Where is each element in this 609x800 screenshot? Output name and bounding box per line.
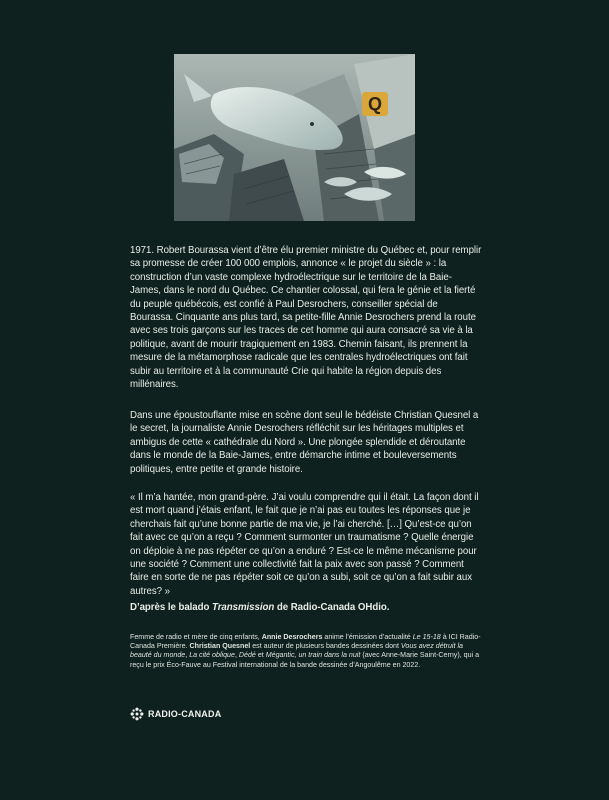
book-title: Mégantic, un train dans la nuit <box>265 651 361 660</box>
blurb-quote: « Il m’a hantée, mon grand-père. J’ai voulu comprendre qui il était. La façon dont il est mort quand j’étais enfant, le fait que je n’ai pas eu toutes les réponses que je cherchais fait qu’une bonne partie de ma vie, je l’ai cherché. […] Qu’est-ce qu’on fait avec ce qu’on a reçu ? Comment surmonter un traumatisme ? Quelle énergie on déploie à ne pas répéter ce qu’on a enduré ? Est-ce le même mécanisme pour une société ? Comment une collectivité fait la paix avec son passé ? Comment faire en sorte de ne pas répéter soit ce qu’on a subi, soit ce qu’on a fait subir aux autres? » <box>130 492 479 597</box>
show-title: Le 15-18 <box>412 633 441 641</box>
radio-canada-wordmark: RADIO-CANADA <box>148 709 222 719</box>
bio-text: et <box>255 651 266 660</box>
q-sign <box>362 92 388 116</box>
bio-text: anime l’émission d’actualité <box>322 633 413 641</box>
bio-text: est auteur de plusieurs bandes dessinées dont <box>250 642 401 651</box>
podcast-credit <box>130 601 482 614</box>
credit-prefix: D’après le balado <box>130 602 213 613</box>
whales-over-city-illustration <box>174 54 415 221</box>
svg-text:Q: Q <box>367 94 383 114</box>
radio-canada-logo <box>130 706 221 722</box>
blurb-paragraph-2: Dans une époustouflante mise en scène dont seul le bédéiste Christian Quesnel a le secret, la journaliste Annie Desrochers réfléchit sur les héritages multiples et ambigus de cette « cathédrale du Nord ». Une plongée splendide et déroutante dans le monde de la Baie-James, entre démarche intime et bouleversements politiques, entre petite et grande histoire. <box>130 410 479 475</box>
book-title: Vous avez détruit la beauté du monde <box>130 642 463 660</box>
credit-title: Transmission <box>212 602 275 613</box>
author-bios <box>130 633 482 670</box>
cover-illustration <box>174 54 415 221</box>
credit-suffix: de Radio-Canada OHdio. <box>274 602 390 613</box>
bio-text: Femme de radio et mère de cinq enfants, <box>130 633 262 641</box>
radio-canada-gem-icon <box>130 707 144 721</box>
bio-text: à ICI Radio-Canada Première. <box>130 633 481 651</box>
book-title: La cité oblique <box>189 651 235 660</box>
bio-text: , <box>234 651 239 660</box>
author-name: Annie Desrochers <box>261 633 323 641</box>
book-title: Dédé <box>238 651 256 660</box>
bio-text: (avec Anne-Marie Saint-Cerny), qui a reçu le prix Éco-Fauve au Festival international de la bande dessinée d’Angoulême en 2022. <box>130 651 480 669</box>
blurb-paragraph-1: 1971. Robert Bourassa vient d’être élu premier ministre du Québec et, pour remplir sa promesse de créer 100 000 emplois, annonce « le projet du siècle » : la construction d’un vaste complexe hydroélectrique sur le territoire de la Baie-James, dans le nord du Québec. Ce chantier colossal, qui fera le génie et la fierté du peuple québécois, est confié à Paul Desrochers, conseiller spécial de Bourassa. Cinquante ans plus tard, sa petite-fille Annie Desrochers prend la route avec ses trois garçons sur les traces de cet homme qui aura consacré sa vie à la politique, avant de mourir tragiquement en 1983. Chemin faisant, ils prennent la mesure de la métamorphose radicale que les centrales hydroélectriques ont fait subir au territoire et à la communauté Crie qui habite la région depuis des millénaires. <box>130 245 482 391</box>
illustrator-name: Christian Quesnel <box>189 642 251 651</box>
bio-text: , <box>185 651 190 660</box>
